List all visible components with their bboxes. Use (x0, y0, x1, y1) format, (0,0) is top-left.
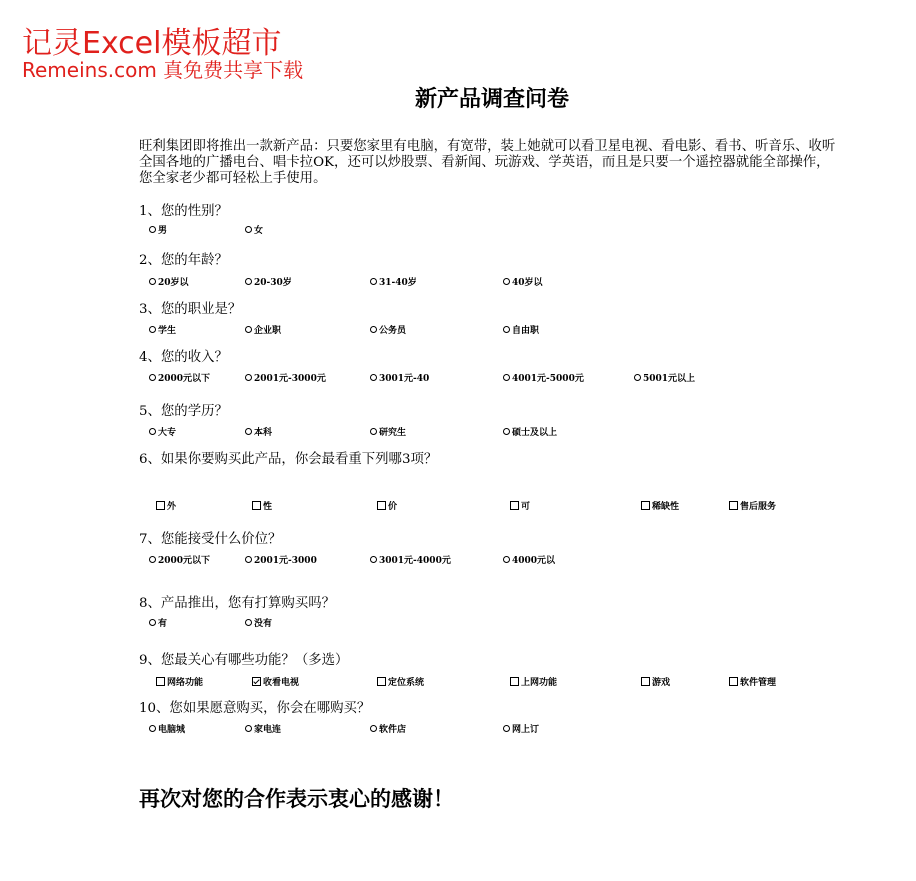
question-4-option[interactable] (370, 371, 429, 383)
question-2-option[interactable] (245, 275, 292, 287)
option-label: 外 (167, 501, 177, 512)
radio-button[interactable] (370, 326, 377, 333)
question-5-option[interactable] (245, 425, 272, 437)
radio-button[interactable] (503, 428, 510, 435)
question-3-option[interactable] (503, 323, 539, 335)
question-5-option[interactable] (503, 425, 557, 437)
radio-button[interactable] (370, 374, 377, 381)
option-label: 有 (158, 618, 168, 629)
option-label: 2000元以下 (158, 555, 211, 566)
radio-button[interactable] (634, 374, 641, 381)
question-4-option[interactable] (149, 371, 210, 383)
question-9-option[interactable] (377, 675, 424, 687)
option-label: 网络功能 (167, 677, 204, 688)
question-7-text: 7、您能接受什么价位？ (139, 532, 282, 547)
option-label: 3001元-40 (379, 373, 430, 384)
option-label: 性 (263, 501, 273, 512)
option-label: 2001元-3000元 (254, 373, 326, 384)
checkbox[interactable] (510, 677, 519, 686)
option-label: 20-30岁 (254, 277, 292, 288)
question-4-option[interactable] (245, 371, 326, 383)
checkbox[interactable] (252, 677, 261, 686)
question-10-text: 10、您如果愿意购买，你会在哪购买？ (139, 701, 371, 716)
question-2-option[interactable] (503, 275, 543, 287)
option-label: 男 (158, 225, 168, 236)
checkbox[interactable] (156, 501, 165, 510)
question-5-option[interactable] (370, 425, 406, 437)
option-label: 游戏 (652, 677, 671, 688)
question-6-option[interactable] (156, 499, 176, 511)
option-label: 女 (254, 225, 264, 236)
question-6-option[interactable] (510, 499, 530, 511)
option-label: 20岁以 (158, 277, 189, 288)
question-7-option[interactable] (149, 553, 210, 565)
question-7-option[interactable] (370, 553, 451, 565)
option-label: 家电连 (254, 724, 282, 735)
option-label: 没有 (254, 618, 273, 629)
watermark-title: 记灵Excel模板超市 (22, 26, 282, 61)
radio-button[interactable] (149, 725, 156, 732)
question-3-option[interactable] (370, 323, 406, 335)
question-9-option[interactable] (510, 675, 557, 687)
radio-button[interactable] (149, 619, 156, 626)
question-3-option[interactable] (245, 323, 281, 335)
question-9-option[interactable] (641, 675, 670, 687)
radio-button[interactable] (149, 278, 156, 285)
question-2-option[interactable] (370, 275, 417, 287)
radio-button[interactable] (503, 374, 510, 381)
option-label: 3001元-4000元 (379, 555, 451, 566)
checkbox[interactable] (510, 501, 519, 510)
checkbox[interactable] (377, 677, 386, 686)
question-10-option[interactable] (503, 722, 539, 734)
radio-button[interactable] (245, 374, 252, 381)
question-10-option[interactable] (149, 722, 185, 734)
option-label: 本科 (254, 427, 273, 438)
radio-button[interactable] (149, 556, 156, 563)
option-label: 2001元-3000 (254, 555, 317, 566)
question-7-option[interactable] (503, 553, 555, 565)
question-6-text: 6、如果你要购买此产品，你会最看重下列哪3项？ (139, 452, 438, 467)
question-1-option[interactable] (149, 223, 167, 235)
checkbox[interactable] (641, 501, 650, 510)
radio-button[interactable] (149, 326, 156, 333)
option-label: 企业职 (254, 325, 282, 336)
option-label: 售后服务 (740, 501, 777, 512)
question-9-option[interactable] (156, 675, 203, 687)
question-1-text: 1、您的性别？ (139, 204, 228, 219)
option-label: 软件店 (379, 724, 407, 735)
question-8-option[interactable] (149, 616, 167, 628)
question-6-option[interactable] (377, 499, 397, 511)
option-label: 软件管理 (740, 677, 777, 688)
option-label: 可 (521, 501, 531, 512)
option-label: 上网功能 (521, 677, 558, 688)
question-8-option[interactable] (245, 616, 272, 628)
option-label: 电脑城 (158, 724, 186, 735)
option-label: 学生 (158, 325, 177, 336)
question-9-text: 9、您最关心有哪些功能？（多选） (139, 653, 349, 668)
radio-button[interactable] (245, 619, 252, 626)
option-label: 4000元以 (512, 555, 556, 566)
question-6-option[interactable] (729, 499, 776, 511)
radio-button[interactable] (245, 278, 252, 285)
radio-button[interactable] (370, 556, 377, 563)
question-2-option[interactable] (149, 275, 189, 287)
radio-button[interactable] (245, 226, 252, 233)
question-9-option[interactable] (729, 675, 776, 687)
option-label: 5001元以上 (643, 373, 696, 384)
question-5-option[interactable] (149, 425, 176, 437)
radio-button[interactable] (370, 725, 377, 732)
question-6-option[interactable] (252, 499, 272, 511)
option-label: 31-40岁 (379, 277, 417, 288)
intro-paragraph: 旺利集团即将推出一款新产品：只要您家里有电脑，有宽带，装上她就可以看卫星电视、看电影、看书、听音乐、收听全国各地的广播电台、唱卡拉OK，还可以炒股票、看新闻、玩游戏、学英语，而且是只要一个遥控器就能全部操作，您全家老少都可轻松上手使用。 (139, 139, 836, 186)
checkbox[interactable] (729, 677, 738, 686)
radio-button[interactable] (503, 326, 510, 333)
question-7-option[interactable] (245, 553, 317, 565)
checkbox[interactable] (252, 501, 261, 510)
radio-button[interactable] (370, 278, 377, 285)
question-4-option[interactable] (634, 371, 695, 383)
question-10-option[interactable] (370, 722, 406, 734)
checkbox[interactable] (641, 677, 650, 686)
option-label: 公务员 (379, 325, 407, 336)
checkbox[interactable] (377, 501, 386, 510)
option-label: 40岁以 (512, 277, 543, 288)
radio-button[interactable] (503, 278, 510, 285)
watermark-subtitle: Remeins.com 真免费共享下载 (22, 58, 304, 82)
checkbox[interactable] (156, 677, 165, 686)
option-label: 稀缺性 (652, 501, 680, 512)
option-label: 研究生 (379, 427, 407, 438)
option-label: 定位系统 (388, 677, 425, 688)
question-4-option[interactable] (503, 371, 584, 383)
question-9-option[interactable] (252, 675, 299, 687)
option-label: 自由职 (512, 325, 540, 336)
question-8-text: 8、产品推出，您有打算购买吗？ (139, 596, 335, 611)
question-3-text: 3、您的职业是？ (139, 302, 242, 317)
radio-button[interactable] (149, 226, 156, 233)
option-label: 大专 (158, 427, 177, 438)
option-label: 价 (388, 501, 398, 512)
option-label: 4001元-5000元 (512, 373, 584, 384)
question-6-option[interactable] (641, 499, 679, 511)
question-2-text: 2、您的年龄？ (139, 253, 228, 268)
radio-button[interactable] (245, 428, 252, 435)
radio-button[interactable] (245, 326, 252, 333)
checkbox[interactable] (729, 501, 738, 510)
radio-button[interactable] (503, 556, 510, 563)
question-3-option[interactable] (149, 323, 176, 335)
option-label: 收看电视 (263, 677, 300, 688)
question-1-option[interactable] (245, 223, 263, 235)
option-label: 硕士及以上 (512, 427, 558, 438)
question-5-text: 5、您的学历？ (139, 404, 228, 419)
thanks-text: 再次对您的合作表示衷心的感谢！ (139, 786, 454, 811)
question-4-text: 4、您的收入？ (139, 350, 228, 365)
option-label: 网上订 (512, 724, 540, 735)
radio-button[interactable] (245, 725, 252, 732)
radio-button[interactable] (149, 428, 156, 435)
radio-button[interactable] (370, 428, 377, 435)
radio-button[interactable] (149, 374, 156, 381)
page-title: 新产品调查问卷 (414, 86, 569, 112)
question-10-option[interactable] (245, 722, 281, 734)
radio-button[interactable] (245, 556, 252, 563)
option-label: 2000元以下 (158, 373, 211, 384)
radio-button[interactable] (503, 725, 510, 732)
